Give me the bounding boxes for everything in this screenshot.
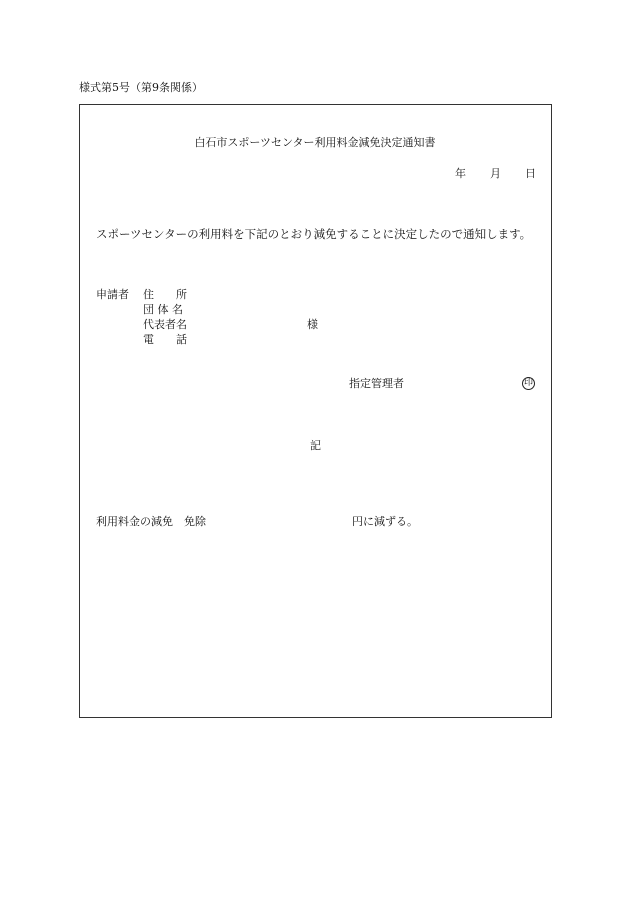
applicant-label: 申請者: [96, 288, 129, 301]
form-frame: [79, 104, 552, 718]
date-month-label: 月: [490, 167, 501, 180]
ki-heading: 記: [310, 439, 321, 452]
address-label: 住 所: [143, 288, 187, 301]
representative-label: 代表者名: [143, 318, 187, 331]
seal-mark: 印: [523, 378, 533, 388]
designated-manager-label: 指定管理者: [349, 377, 404, 390]
group-name-label: 団 体 名: [143, 303, 183, 316]
date-day-label: 日: [525, 167, 536, 180]
document-title: 白石市スポーツセンター利用料金減免決定通知書: [194, 136, 436, 149]
form-number: 様式第5号（第9条関係）: [79, 81, 203, 94]
phone-label: 電 話: [143, 333, 187, 346]
fee-label: 利用料金の減免 免除: [96, 515, 206, 528]
fee-amount-suffix: 円に減ずる。: [352, 515, 418, 528]
date-year-label: 年: [455, 167, 466, 180]
honorific: 様: [307, 318, 318, 331]
notice-body: スポーツセンターの利用料を下記のとおり減免することに決定したので通知します。: [96, 227, 532, 241]
